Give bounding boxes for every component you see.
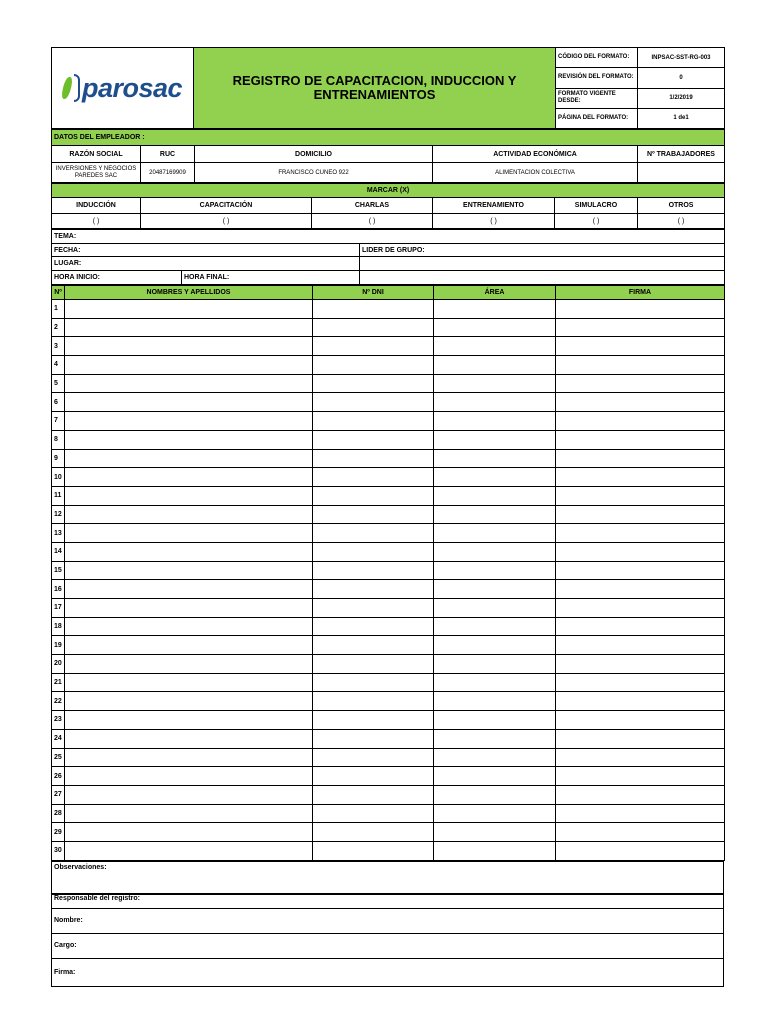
table-row <box>52 636 725 655</box>
option-charlas: CHARLAS <box>312 198 433 214</box>
nombres-cell[interactable] <box>65 505 313 524</box>
marcar-label: MARCAR (X) <box>52 184 725 198</box>
table-row <box>52 412 725 431</box>
dni-cell[interactable] <box>313 823 434 842</box>
hora-final-field[interactable]: HORA FINAL: <box>182 271 360 285</box>
nombres-cell[interactable] <box>65 542 313 561</box>
firma-cell[interactable] <box>556 804 725 823</box>
area-cell[interactable] <box>434 785 556 804</box>
area-cell[interactable] <box>434 580 556 599</box>
dni-cell[interactable] <box>313 748 434 767</box>
firma-cell[interactable] <box>556 841 725 860</box>
table-row <box>52 692 725 711</box>
row-number: 2 <box>52 318 65 337</box>
meta-label: CÓDIGO DEL FORMATO: <box>556 48 638 68</box>
area-cell[interactable] <box>434 542 556 561</box>
meta-label: FORMATO VIGENTE DESDE: <box>556 88 638 108</box>
meta-label: PÁGINA DEL FORMATO: <box>556 108 638 128</box>
lider-field[interactable]: LIDER DE GRUPO: <box>360 244 725 257</box>
razon-social-value[interactable]: INVERSIONES Y NEGOCIOS PAREDES SAC <box>52 163 141 183</box>
row-number: 3 <box>52 337 65 356</box>
firma-cell[interactable] <box>556 729 725 748</box>
firma-cell[interactable] <box>556 785 725 804</box>
table-row <box>52 337 725 356</box>
firma-cell[interactable] <box>556 486 725 505</box>
area-cell[interactable] <box>434 804 556 823</box>
nombres-cell[interactable] <box>65 561 313 580</box>
col-domicilio: DOMICILIO <box>195 146 433 163</box>
meta-value: 1/2/2019 <box>638 88 725 108</box>
col-area: ÁREA <box>434 286 556 300</box>
nombres-cell[interactable] <box>65 617 313 636</box>
nombres-cell[interactable] <box>65 767 313 786</box>
nombres-cell[interactable] <box>65 841 313 860</box>
row-number: 10 <box>52 468 65 487</box>
firma-cell[interactable] <box>556 430 725 449</box>
hora-blank <box>360 271 725 285</box>
dni-cell[interactable] <box>313 412 434 431</box>
trabajadores-value[interactable] <box>638 163 725 183</box>
nombres-cell[interactable] <box>65 524 313 543</box>
col-trabajadores: Nº TRABAJADORES <box>638 146 725 163</box>
row-number: 19 <box>52 636 65 655</box>
table-row <box>52 711 725 730</box>
area-cell[interactable] <box>434 430 556 449</box>
session-info-section <box>51 229 725 285</box>
area-cell[interactable] <box>434 841 556 860</box>
option-simulacro: SIMULACRO <box>555 198 638 214</box>
firma-cell[interactable] <box>556 599 725 618</box>
col-actividad: ACTIVIDAD ECONÓMICA <box>433 146 638 163</box>
nombres-cell[interactable] <box>65 374 313 393</box>
firma-cell[interactable] <box>556 412 725 431</box>
nombres-cell[interactable] <box>65 673 313 692</box>
area-cell[interactable] <box>434 636 556 655</box>
row-number: 15 <box>52 561 65 580</box>
dni-cell[interactable] <box>313 841 434 860</box>
dni-cell[interactable] <box>313 505 434 524</box>
dni-cell[interactable] <box>313 561 434 580</box>
hora-inicio-field[interactable]: HORA INICIO: <box>52 271 182 285</box>
col-nombres: NOMBRES Y APELLIDOS <box>65 286 313 300</box>
observaciones-field[interactable]: Observaciones: <box>52 861 724 894</box>
dni-cell[interactable] <box>313 655 434 674</box>
dni-cell[interactable] <box>313 449 434 468</box>
table-row <box>52 430 725 449</box>
row-number: 18 <box>52 617 65 636</box>
footer-section <box>51 861 724 987</box>
area-cell[interactable] <box>434 673 556 692</box>
training-type-section <box>51 183 725 229</box>
dni-cell[interactable] <box>313 318 434 337</box>
area-cell[interactable] <box>434 711 556 730</box>
firma-cell[interactable] <box>556 823 725 842</box>
area-cell[interactable] <box>434 374 556 393</box>
firma-cell[interactable] <box>556 318 725 337</box>
col-dni: Nº DNI <box>313 286 434 300</box>
col-firma: FIRMA <box>556 286 725 300</box>
area-cell[interactable] <box>434 505 556 524</box>
attendees-table <box>51 285 725 861</box>
area-cell[interactable] <box>434 524 556 543</box>
firma-field[interactable]: Firma: <box>52 958 724 986</box>
table-row <box>52 673 725 692</box>
checkbox-capacitacion[interactable]: ( ) <box>141 214 312 229</box>
firma-cell[interactable] <box>556 561 725 580</box>
area-cell[interactable] <box>434 449 556 468</box>
nombres-cell[interactable] <box>65 318 313 337</box>
row-number: 13 <box>52 524 65 543</box>
table-row <box>52 580 725 599</box>
dni-cell[interactable] <box>313 711 434 730</box>
dni-cell[interactable] <box>313 430 434 449</box>
attendee-rows <box>52 300 725 861</box>
table-row <box>52 505 725 524</box>
area-cell[interactable] <box>434 617 556 636</box>
nombre-field[interactable]: Nombre: <box>52 908 724 933</box>
dni-cell[interactable] <box>313 468 434 487</box>
firma-cell[interactable] <box>556 300 725 319</box>
dni-cell[interactable] <box>313 486 434 505</box>
firma-cell[interactable] <box>556 655 725 674</box>
parosac-logo <box>54 48 191 128</box>
nombres-cell[interactable] <box>65 748 313 767</box>
table-row <box>52 804 725 823</box>
nombres-cell[interactable] <box>65 729 313 748</box>
lugar-blank <box>360 257 725 271</box>
employer-section-label: DATOS DEL EMPLEADOR : <box>52 130 725 146</box>
dni-cell[interactable] <box>313 300 434 319</box>
row-number: 22 <box>52 692 65 711</box>
dni-cell[interactable] <box>313 524 434 543</box>
option-induccion: INDUCCIÓN <box>52 198 141 214</box>
training-record-form <box>51 47 724 987</box>
area-cell[interactable] <box>434 412 556 431</box>
row-number: 28 <box>52 804 65 823</box>
logo-cell <box>52 48 194 129</box>
area-cell[interactable] <box>434 337 556 356</box>
area-cell[interactable] <box>434 767 556 786</box>
nombres-cell[interactable] <box>65 337 313 356</box>
firma-cell[interactable] <box>556 393 725 412</box>
table-row <box>52 374 725 393</box>
nombres-cell[interactable] <box>65 692 313 711</box>
dni-cell[interactable] <box>313 356 434 375</box>
table-row <box>52 767 725 786</box>
row-number: 29 <box>52 823 65 842</box>
col-n: Nº <box>52 286 65 300</box>
col-razon-social: RAZÓN SOCIAL <box>52 146 141 163</box>
domicilio-value[interactable]: FRANCISCO CUNEO 922 <box>195 163 433 183</box>
row-number: 11 <box>52 486 65 505</box>
row-number: 30 <box>52 841 65 860</box>
row-number: 25 <box>52 748 65 767</box>
firma-cell[interactable] <box>556 337 725 356</box>
firma-cell[interactable] <box>556 767 725 786</box>
row-number: 27 <box>52 785 65 804</box>
dni-cell[interactable] <box>313 542 434 561</box>
responsable-label: Responsable del registro: <box>52 894 724 908</box>
firma-cell[interactable] <box>556 449 725 468</box>
nombres-cell[interactable] <box>65 580 313 599</box>
nombres-cell[interactable] <box>65 412 313 431</box>
leaf-icon <box>61 77 74 99</box>
lugar-field[interactable]: LUGAR: <box>52 257 360 271</box>
fecha-field[interactable]: FECHA: <box>52 244 360 257</box>
firma-cell[interactable] <box>556 711 725 730</box>
area-cell[interactable] <box>434 486 556 505</box>
dni-cell[interactable] <box>313 580 434 599</box>
ruc-value[interactable]: 20487169909 <box>141 163 195 183</box>
meta-value: INPSAC-SST-RG-003 <box>638 48 725 68</box>
option-otros: OTROS <box>638 198 725 214</box>
firma-cell[interactable] <box>556 636 725 655</box>
firma-cell[interactable] <box>556 692 725 711</box>
area-cell[interactable] <box>434 561 556 580</box>
dni-cell[interactable] <box>313 599 434 618</box>
nombres-cell[interactable] <box>65 393 313 412</box>
table-row <box>52 841 725 860</box>
employer-section <box>51 129 725 183</box>
form-header <box>51 47 725 129</box>
checkbox-induccion[interactable]: ( ) <box>52 214 141 229</box>
nombres-cell[interactable] <box>65 486 313 505</box>
firma-cell[interactable] <box>556 524 725 543</box>
nombres-cell[interactable] <box>65 823 313 842</box>
dni-cell[interactable] <box>313 337 434 356</box>
dni-cell[interactable] <box>313 729 434 748</box>
firma-cell[interactable] <box>556 673 725 692</box>
table-row <box>52 542 725 561</box>
row-number: 23 <box>52 711 65 730</box>
firma-cell[interactable] <box>556 356 725 375</box>
actividad-value[interactable]: ALIMENTACION COLECTIVA <box>433 163 638 183</box>
area-cell[interactable] <box>434 748 556 767</box>
dni-cell[interactable] <box>313 692 434 711</box>
row-number: 4 <box>52 356 65 375</box>
table-row <box>52 561 725 580</box>
area-cell[interactable] <box>434 300 556 319</box>
area-cell[interactable] <box>434 823 556 842</box>
firma-cell[interactable] <box>556 617 725 636</box>
nombres-cell[interactable] <box>65 785 313 804</box>
meta-value: 0 <box>638 68 725 88</box>
cargo-field[interactable]: Cargo: <box>52 933 724 958</box>
table-row <box>52 748 725 767</box>
table-row <box>52 617 725 636</box>
row-number: 21 <box>52 673 65 692</box>
form-title: REGISTRO DE CAPACITACION, INDUCCION Y ENTRENAMIENTOS <box>194 48 556 129</box>
table-row <box>52 599 725 618</box>
table-row <box>52 785 725 804</box>
firma-cell[interactable] <box>556 542 725 561</box>
area-cell[interactable] <box>434 356 556 375</box>
table-row <box>52 729 725 748</box>
row-number: 7 <box>52 412 65 431</box>
area-cell[interactable] <box>434 692 556 711</box>
nombres-cell[interactable] <box>65 655 313 674</box>
meta-label: REVISIÓN DEL FORMATO: <box>556 68 638 88</box>
nombres-cell[interactable] <box>65 449 313 468</box>
table-row <box>52 300 725 319</box>
table-row <box>52 449 725 468</box>
row-number: 17 <box>52 599 65 618</box>
area-cell[interactable] <box>434 318 556 337</box>
row-number: 24 <box>52 729 65 748</box>
bracket-icon <box>74 74 80 102</box>
row-number: 1 <box>52 300 65 319</box>
row-number: 5 <box>52 374 65 393</box>
table-row <box>52 356 725 375</box>
area-cell[interactable] <box>434 468 556 487</box>
firma-cell[interactable] <box>556 505 725 524</box>
checkbox-otros[interactable]: ( ) <box>638 214 725 229</box>
option-capacitacion: CAPACITACIÓN <box>141 198 312 214</box>
tema-field[interactable]: TEMA: <box>52 230 725 244</box>
nombres-cell[interactable] <box>65 636 313 655</box>
area-cell[interactable] <box>434 599 556 618</box>
dni-cell[interactable] <box>313 393 434 412</box>
nombres-cell[interactable] <box>65 468 313 487</box>
table-row <box>52 393 725 412</box>
row-number: 14 <box>52 542 65 561</box>
table-row <box>52 823 725 842</box>
firma-cell[interactable] <box>556 468 725 487</box>
dni-cell[interactable] <box>313 617 434 636</box>
table-row <box>52 486 725 505</box>
row-number: 8 <box>52 430 65 449</box>
dni-cell[interactable] <box>313 767 434 786</box>
nombres-cell[interactable] <box>65 430 313 449</box>
nombres-cell[interactable] <box>65 300 313 319</box>
logo-text: parosac <box>81 72 183 103</box>
firma-cell[interactable] <box>556 748 725 767</box>
row-number: 6 <box>52 393 65 412</box>
nombres-cell[interactable] <box>65 804 313 823</box>
option-entrenamiento: ENTRENAMIENTO <box>433 198 555 214</box>
row-number: 16 <box>52 580 65 599</box>
meta-value: 1 de1 <box>638 108 725 128</box>
row-number: 9 <box>52 449 65 468</box>
dni-cell[interactable] <box>313 673 434 692</box>
dni-cell[interactable] <box>313 804 434 823</box>
nombres-cell[interactable] <box>65 599 313 618</box>
area-cell[interactable] <box>434 729 556 748</box>
checkbox-simulacro[interactable]: ( ) <box>555 214 638 229</box>
table-row <box>52 524 725 543</box>
col-ruc: RUC <box>141 146 195 163</box>
row-number: 20 <box>52 655 65 674</box>
dni-cell[interactable] <box>313 374 434 393</box>
dni-cell[interactable] <box>313 785 434 804</box>
table-row <box>52 655 725 674</box>
nombres-cell[interactable] <box>65 356 313 375</box>
row-number: 12 <box>52 505 65 524</box>
dni-cell[interactable] <box>313 636 434 655</box>
table-row <box>52 468 725 487</box>
table-row <box>52 318 725 337</box>
firma-cell[interactable] <box>556 580 725 599</box>
area-cell[interactable] <box>434 655 556 674</box>
row-number: 26 <box>52 767 65 786</box>
nombres-cell[interactable] <box>65 711 313 730</box>
checkbox-charlas[interactable]: ( ) <box>312 214 433 229</box>
firma-cell[interactable] <box>556 374 725 393</box>
area-cell[interactable] <box>434 393 556 412</box>
checkbox-entrenamiento[interactable]: ( ) <box>433 214 555 229</box>
